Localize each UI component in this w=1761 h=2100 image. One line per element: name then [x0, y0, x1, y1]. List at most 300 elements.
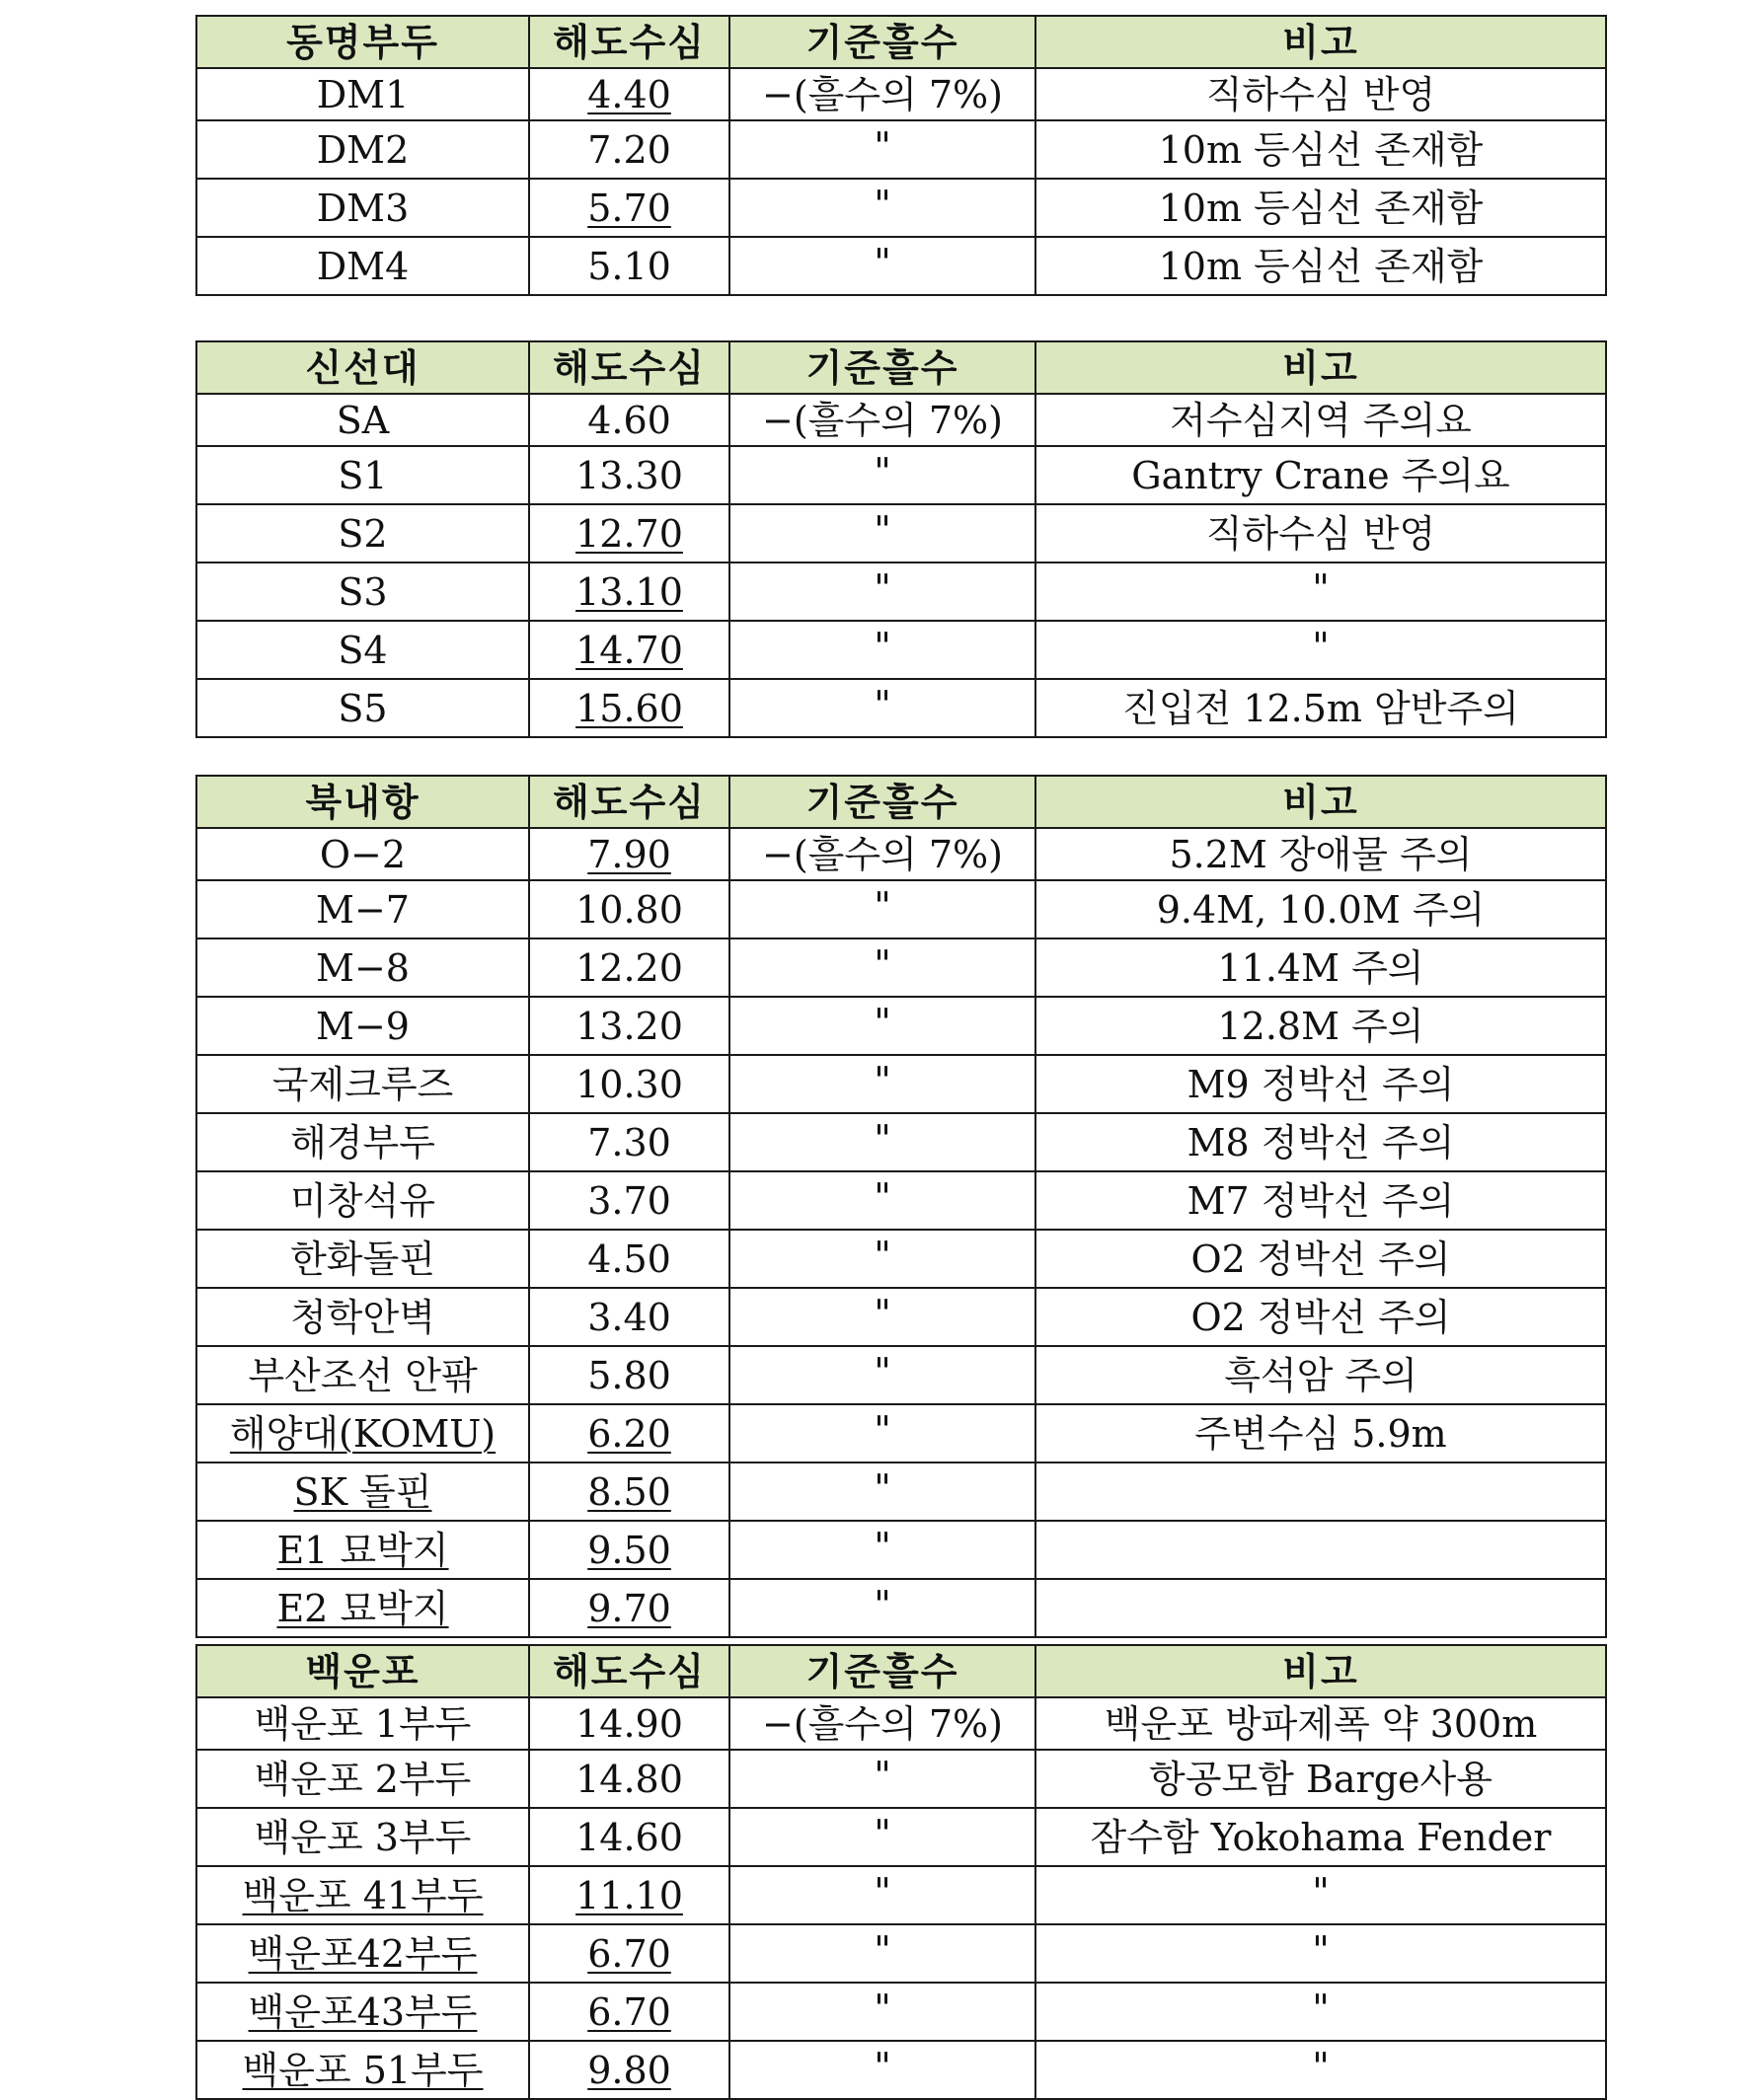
chart-depth-cell	[529, 1866, 729, 1924]
header-location: 동명부두	[196, 16, 529, 68]
location-cell	[196, 938, 529, 997]
table-row	[196, 1113, 1606, 1171]
chart-depth-text: 14.80	[575, 1757, 683, 1801]
reference-draft-cell	[729, 1462, 1035, 1521]
reference-draft-text: "	[874, 1812, 891, 1855]
reference-draft-text: "	[874, 1117, 891, 1161]
location-text: 미창석유	[290, 1178, 435, 1223]
location-text: S5	[338, 686, 388, 730]
header-row	[196, 1645, 1606, 1697]
reference-draft-text: "	[874, 1870, 891, 1913]
reference-draft-text: "	[874, 1350, 891, 1393]
chart-depth-cell	[529, 1171, 729, 1230]
location-cell	[196, 679, 529, 737]
location-cell	[196, 1750, 529, 1808]
remarks-text: 5.2M 장애물 주의	[1169, 832, 1473, 876]
reference-draft-cell	[729, 621, 1035, 679]
header-chart-depth: 해도수심	[529, 1645, 729, 1697]
chart-depth-cell	[529, 237, 729, 295]
remarks-cell	[1035, 1404, 1606, 1462]
reference-draft-text: "	[874, 1292, 891, 1335]
remarks-text: Gantry Crane 주의요	[1131, 453, 1510, 497]
location-text: 해양대(KOMU)	[229, 1411, 497, 1456]
reference-draft-text: "	[874, 1001, 891, 1044]
table-row	[196, 1055, 1606, 1113]
remarks-cell	[1035, 1462, 1606, 1521]
chart-depth-text: 8.50	[587, 1469, 671, 1514]
remarks-text: 항공모함 Barge사용	[1149, 1757, 1493, 1801]
location-text: 부산조선 안팎	[248, 1353, 478, 1397]
remarks-text: "	[1312, 625, 1330, 668]
location-text: M−7	[316, 887, 410, 932]
remarks-cell	[1035, 446, 1606, 504]
chart-depth-text: 5.10	[587, 244, 671, 288]
reference-draft-cell	[729, 1055, 1035, 1113]
header-remarks: 비고	[1035, 776, 1606, 828]
remarks-cell	[1035, 68, 1606, 120]
table-row	[196, 621, 1606, 679]
remarks-cell	[1035, 1521, 1606, 1579]
table-row	[196, 120, 1606, 179]
remarks-text: "	[1312, 2045, 1330, 2088]
location-text: DM2	[316, 127, 410, 172]
reference-draft-cell	[729, 562, 1035, 621]
header-reference-draft: 기준흘수	[729, 16, 1035, 68]
reference-draft-cell	[729, 1346, 1035, 1404]
reference-draft-cell	[729, 1521, 1035, 1579]
chart-depth-cell	[529, 997, 729, 1055]
remarks-text: 10m 등심선 존재함	[1158, 244, 1484, 288]
chart-depth-text: 9.80	[587, 2048, 671, 2092]
reference-draft-cell	[729, 1808, 1035, 1866]
header-location: 신선대	[196, 341, 529, 394]
reference-draft-text: "	[874, 241, 891, 284]
chart-depth-cell	[529, 446, 729, 504]
table-row	[196, 1579, 1606, 1637]
chart-depth-cell	[529, 179, 729, 237]
location-text: DM4	[316, 244, 410, 288]
table-row	[196, 828, 1606, 880]
header-location: 북내항	[196, 776, 529, 828]
remarks-cell	[1035, 562, 1606, 621]
chart-depth-text: 3.40	[587, 1295, 671, 1339]
chart-depth-cell	[529, 504, 729, 562]
chart-depth-text: 10.80	[575, 887, 683, 932]
header-remarks: 비고	[1035, 341, 1606, 394]
chart-depth-cell	[529, 1113, 729, 1171]
reference-draft-text: "	[874, 1408, 891, 1452]
chart-depth-cell	[529, 562, 729, 621]
reference-draft-text: "	[874, 183, 891, 226]
reference-draft-cell	[729, 1579, 1035, 1637]
remarks-text: O2 정박선 주의	[1190, 1295, 1451, 1339]
remarks-text: 11.4M 주의	[1217, 945, 1424, 990]
remarks-cell	[1035, 1924, 1606, 1983]
reference-draft-cell	[729, 1171, 1035, 1230]
remarks-cell	[1035, 394, 1606, 446]
location-cell	[196, 1404, 529, 1462]
remarks-cell	[1035, 1808, 1606, 1866]
chart-depth-text: 10.30	[575, 1062, 683, 1106]
remarks-text: 진입전 12.5m 암반주의	[1122, 686, 1519, 730]
remarks-cell	[1035, 997, 1606, 1055]
location-text: SK 돌핀	[293, 1469, 432, 1514]
location-text: DM1	[316, 72, 410, 116]
reference-draft-text: "	[874, 683, 891, 726]
reference-draft-text: "	[874, 1525, 891, 1568]
reference-draft-cell	[729, 880, 1035, 938]
chart-depth-text: 12.20	[575, 945, 683, 990]
remarks-text: 백운포 방파제폭 약 300m	[1104, 1701, 1538, 1746]
chart-depth-text: 14.60	[575, 1815, 683, 1859]
table-row	[196, 1750, 1606, 1808]
chart-depth-text: 7.90	[587, 832, 671, 876]
remarks-cell	[1035, 1055, 1606, 1113]
north-inner-harbor-table	[195, 775, 1607, 1638]
reference-draft-text: "	[874, 1583, 891, 1626]
reference-draft-text: "	[874, 625, 891, 668]
chart-depth-cell	[529, 679, 729, 737]
remarks-cell	[1035, 1750, 1606, 1808]
location-text: 청학안벽	[290, 1295, 435, 1339]
table-row	[196, 679, 1606, 737]
location-text: 백운포 2부두	[254, 1757, 472, 1801]
chart-depth-cell	[529, 1404, 729, 1462]
header-chart-depth: 해도수심	[529, 776, 729, 828]
chart-depth-text: 13.30	[575, 453, 683, 497]
location-text: M−9	[316, 1004, 410, 1048]
location-cell	[196, 1579, 529, 1637]
chart-depth-text: 13.20	[575, 1004, 683, 1048]
reference-draft-text: "	[874, 508, 891, 552]
chart-depth-text: 4.50	[587, 1237, 671, 1281]
table-row	[196, 562, 1606, 621]
location-cell	[196, 1697, 529, 1750]
location-cell	[196, 237, 529, 295]
remarks-cell	[1035, 179, 1606, 237]
location-text: 백운포 1부두	[254, 1701, 472, 1746]
location-text: E1 묘박지	[276, 1528, 449, 1572]
reference-draft-text: "	[874, 1059, 891, 1102]
remarks-cell	[1035, 938, 1606, 997]
remarks-text: M8 정박선 주의	[1187, 1120, 1455, 1164]
chart-depth-cell	[529, 1230, 729, 1288]
chart-depth-text: 15.60	[575, 686, 683, 730]
chart-depth-cell	[529, 1808, 729, 1866]
table-row	[196, 997, 1606, 1055]
reference-draft-cell	[729, 997, 1035, 1055]
chart-depth-text: 4.40	[587, 72, 671, 116]
location-cell	[196, 179, 529, 237]
table-row	[196, 1866, 1606, 1924]
remarks-cell	[1035, 1288, 1606, 1346]
location-cell	[196, 1055, 529, 1113]
chart-depth-text: 5.70	[587, 186, 671, 230]
location-cell	[196, 880, 529, 938]
header-remarks: 비고	[1035, 1645, 1606, 1697]
location-text: 국제크루즈	[271, 1062, 454, 1106]
header-remarks: 비고	[1035, 16, 1606, 68]
remarks-cell	[1035, 1983, 1606, 2041]
reference-draft-cell	[729, 120, 1035, 179]
header-chart-depth: 해도수심	[529, 341, 729, 394]
location-cell	[196, 997, 529, 1055]
remarks-cell	[1035, 1579, 1606, 1637]
location-text: S3	[338, 569, 388, 614]
reference-draft-cell	[729, 394, 1035, 446]
location-cell	[196, 2041, 529, 2099]
remarks-cell	[1035, 621, 1606, 679]
reference-draft-cell	[729, 1288, 1035, 1346]
chart-depth-cell	[529, 938, 729, 997]
table-row	[196, 179, 1606, 237]
location-text: 백운포43부두	[248, 1989, 478, 2034]
remarks-cell	[1035, 1697, 1606, 1750]
reference-draft-cell	[729, 1866, 1035, 1924]
remarks-text: O2 정박선 주의	[1190, 1237, 1451, 1281]
reference-draft-cell	[729, 179, 1035, 237]
reference-draft-text: "	[874, 1234, 891, 1277]
table-row	[196, 1924, 1606, 1983]
header-location: 백운포	[196, 1645, 529, 1697]
table-row	[196, 938, 1606, 997]
reference-draft-cell	[729, 1230, 1035, 1288]
table-row	[196, 394, 1606, 446]
chart-depth-cell	[529, 120, 729, 179]
reference-draft-cell	[729, 446, 1035, 504]
chart-depth-cell	[529, 621, 729, 679]
chart-depth-cell	[529, 1579, 729, 1637]
chart-depth-text: 9.50	[587, 1528, 671, 1572]
chart-depth-cell	[529, 1697, 729, 1750]
remarks-text: 흑석암 주의	[1224, 1353, 1417, 1397]
location-cell	[196, 621, 529, 679]
location-text: O−2	[319, 832, 407, 876]
location-cell	[196, 394, 529, 446]
header-row	[196, 341, 1606, 394]
reference-draft-cell	[729, 1697, 1035, 1750]
location-cell	[196, 1983, 529, 2041]
location-text: DM3	[316, 186, 410, 230]
reference-draft-cell	[729, 938, 1035, 997]
reference-draft-text: "	[874, 942, 891, 986]
table-row	[196, 1462, 1606, 1521]
table-row	[196, 1983, 1606, 2041]
reference-draft-text: "	[874, 2045, 891, 2088]
location-cell	[196, 1288, 529, 1346]
remarks-text: 12.8M 주의	[1217, 1004, 1424, 1048]
location-cell	[196, 1346, 529, 1404]
location-cell	[196, 1521, 529, 1579]
remarks-cell	[1035, 504, 1606, 562]
header-row	[196, 776, 1606, 828]
reference-draft-text: "	[874, 884, 891, 928]
remarks-cell	[1035, 2041, 1606, 2099]
location-cell	[196, 1113, 529, 1171]
chart-depth-text: 5.80	[587, 1353, 671, 1397]
header-reference-draft: 기준흘수	[729, 341, 1035, 394]
location-text: 백운포 41부두	[242, 1873, 484, 1917]
chart-depth-text: 6.70	[587, 1989, 671, 2034]
remarks-text: 직하수심 반영	[1205, 72, 1436, 116]
remarks-cell	[1035, 679, 1606, 737]
baegunpo-table	[195, 1644, 1607, 2100]
location-cell	[196, 1462, 529, 1521]
location-cell	[196, 446, 529, 504]
reference-draft-cell	[729, 68, 1035, 120]
location-text: 백운포42부두	[248, 1931, 478, 1976]
chart-depth-cell	[529, 68, 729, 120]
chart-depth-text: 14.70	[575, 628, 683, 672]
location-text: 백운포 51부두	[242, 2048, 484, 2092]
chart-depth-text: 11.10	[575, 1873, 683, 1917]
remarks-cell	[1035, 1230, 1606, 1288]
location-text: S1	[338, 453, 388, 497]
location-text: 백운포 3부두	[254, 1815, 472, 1859]
chart-depth-text: 9.70	[587, 1586, 671, 1630]
location-cell	[196, 828, 529, 880]
remarks-text: M7 정박선 주의	[1187, 1178, 1455, 1223]
location-cell	[196, 1866, 529, 1924]
location-text: SA	[336, 398, 390, 442]
chart-depth-text: 6.70	[587, 1931, 671, 1976]
reference-draft-text: "	[874, 1175, 891, 1219]
chart-depth-cell	[529, 1750, 729, 1808]
reference-draft-text: "	[874, 1928, 891, 1972]
chart-depth-cell	[529, 1288, 729, 1346]
remarks-cell	[1035, 828, 1606, 880]
remarks-cell	[1035, 237, 1606, 295]
dongmyeong-pier-table	[195, 15, 1607, 296]
reference-draft-text: "	[874, 566, 891, 610]
header-reference-draft: 기준흘수	[729, 1645, 1035, 1697]
remarks-cell	[1035, 880, 1606, 938]
chart-depth-cell	[529, 394, 729, 446]
remarks-text: 10m 등심선 존재함	[1158, 127, 1484, 172]
location-text: 해경부두	[290, 1120, 435, 1164]
reference-draft-cell	[729, 828, 1035, 880]
table-row	[196, 504, 1606, 562]
remarks-text: "	[1312, 1870, 1330, 1913]
chart-depth-cell	[529, 828, 729, 880]
remarks-cell	[1035, 120, 1606, 179]
chart-depth-cell	[529, 880, 729, 938]
reference-draft-text: "	[874, 124, 891, 168]
chart-depth-text: 7.20	[587, 127, 671, 172]
remarks-cell	[1035, 1346, 1606, 1404]
remarks-text: M9 정박선 주의	[1187, 1062, 1455, 1106]
location-text: 한화돌핀	[290, 1237, 435, 1281]
reference-draft-cell	[729, 504, 1035, 562]
reference-draft-text: −(흘수의 7%)	[762, 832, 1003, 876]
reference-draft-cell	[729, 2041, 1035, 2099]
chart-depth-text: 14.90	[575, 1701, 683, 1746]
chart-depth-text: 6.20	[587, 1411, 671, 1456]
table-row	[196, 880, 1606, 938]
table-row	[196, 237, 1606, 295]
chart-depth-cell	[529, 2041, 729, 2099]
chart-depth-cell	[529, 1055, 729, 1113]
location-text: M−8	[316, 945, 410, 990]
table-row	[196, 1521, 1606, 1579]
remarks-text: 10m 등심선 존재함	[1158, 186, 1484, 230]
remarks-text: 잠수함 Yokohama Fender	[1090, 1815, 1552, 1859]
location-cell	[196, 562, 529, 621]
reference-draft-text: −(흘수의 7%)	[762, 398, 1003, 442]
location-text: S2	[338, 511, 388, 556]
location-text: S4	[338, 628, 388, 672]
table-row	[196, 68, 1606, 120]
sinseondae-table	[195, 340, 1607, 738]
table-row	[196, 1288, 1606, 1346]
chart-depth-text: 7.30	[587, 1120, 671, 1164]
chart-depth-cell	[529, 1462, 729, 1521]
reference-draft-text: −(흘수의 7%)	[762, 1701, 1003, 1746]
chart-depth-cell	[529, 1346, 729, 1404]
header-reference-draft: 기준흘수	[729, 776, 1035, 828]
table-row	[196, 446, 1606, 504]
table-row	[196, 1346, 1606, 1404]
remarks-text: "	[1312, 566, 1330, 610]
location-cell	[196, 120, 529, 179]
table-row	[196, 1808, 1606, 1866]
location-cell	[196, 1808, 529, 1866]
table-row	[196, 1171, 1606, 1230]
table-row	[196, 2041, 1606, 2099]
table-row	[196, 1230, 1606, 1288]
header-row	[196, 16, 1606, 68]
table-row	[196, 1404, 1606, 1462]
remarks-text: 주변수심 5.9m	[1194, 1411, 1447, 1456]
reference-draft-cell	[729, 237, 1035, 295]
table-row	[196, 1697, 1606, 1750]
reference-draft-cell	[729, 1404, 1035, 1462]
remarks-cell	[1035, 1866, 1606, 1924]
chart-depth-cell	[529, 1924, 729, 1983]
chart-depth-cell	[529, 1983, 729, 2041]
location-cell	[196, 1924, 529, 1983]
reference-draft-text: −(흘수의 7%)	[762, 72, 1003, 116]
remarks-cell	[1035, 1113, 1606, 1171]
reference-draft-cell	[729, 1924, 1035, 1983]
reference-draft-cell	[729, 1983, 1035, 2041]
reference-draft-cell	[729, 1113, 1035, 1171]
remarks-cell	[1035, 1171, 1606, 1230]
remarks-text: "	[1312, 1987, 1330, 2030]
reference-draft-cell	[729, 679, 1035, 737]
location-cell	[196, 504, 529, 562]
location-cell	[196, 68, 529, 120]
reference-draft-text: "	[874, 1987, 891, 2030]
location-cell	[196, 1230, 529, 1288]
remarks-text: 직하수심 반영	[1205, 511, 1436, 556]
remarks-text: 저수심지역 주의요	[1170, 398, 1472, 442]
remarks-text: 9.4M, 10.0M 주의	[1156, 887, 1486, 932]
reference-draft-text: "	[874, 1754, 891, 1797]
chart-depth-text: 13.10	[575, 569, 683, 614]
chart-depth-text: 4.60	[587, 398, 671, 442]
reference-draft-text: "	[874, 450, 891, 493]
location-text: E2 묘박지	[276, 1586, 449, 1630]
location-cell	[196, 1171, 529, 1230]
remarks-text: "	[1312, 1928, 1330, 1972]
chart-depth-text: 12.70	[575, 511, 683, 556]
chart-depth-text: 3.70	[587, 1178, 671, 1223]
header-chart-depth: 해도수심	[529, 16, 729, 68]
reference-draft-cell	[729, 1750, 1035, 1808]
reference-draft-text: "	[874, 1466, 891, 1510]
chart-depth-cell	[529, 1521, 729, 1579]
